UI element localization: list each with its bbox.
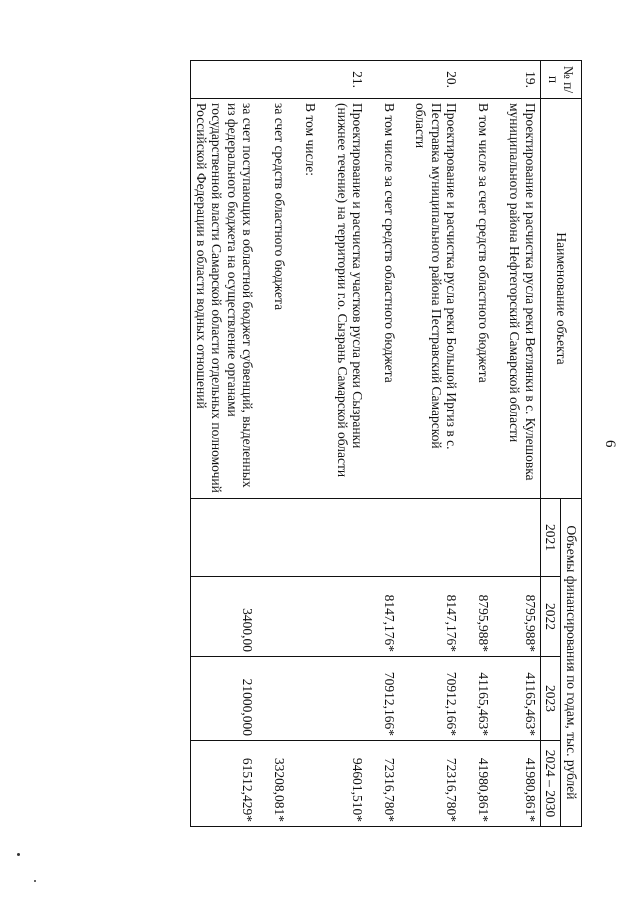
value-2023 [269, 657, 301, 741]
financing-table [190, 60, 582, 827]
table-row [411, 61, 474, 827]
object-name: В том числе за счет средств областного бюджета [379, 99, 411, 499]
scan-speck [17, 853, 20, 856]
row-number: 21. [332, 61, 379, 99]
value-2021 [332, 499, 379, 577]
scan-speck [34, 880, 36, 882]
object-name: Проектирование и расчистка участков русла реки Сызранки (нижнее течение) на территории г.о. Сызрань Самарской области [332, 99, 379, 499]
table-row [505, 61, 541, 827]
value-2021 [505, 499, 541, 577]
table-row [332, 61, 379, 827]
row-number [379, 61, 411, 99]
header-year: 2024 – 2030 [540, 741, 561, 827]
value-2021 [269, 499, 301, 577]
object-name: В том числе за счет средств областного бюджета [473, 99, 505, 499]
value-2021 [473, 499, 505, 577]
row-number [269, 61, 301, 99]
value-2024-2030: 72316,780* [379, 741, 411, 827]
value-2022: 3400,00 [191, 577, 270, 657]
value-2021 [301, 499, 333, 577]
value-2022 [269, 577, 301, 657]
value-2022: 8795,988* [473, 577, 505, 657]
table-row [301, 61, 333, 827]
value-2021 [411, 499, 474, 577]
page-number: 6 [602, 440, 618, 448]
table-row [269, 61, 301, 827]
value-2023: 70912,166* [411, 657, 474, 741]
value-2022: 8147,176* [411, 577, 474, 657]
value-2023: 21000,000 [191, 657, 270, 741]
value-2024-2030: 41980,861* [473, 741, 505, 827]
row-number: 19. [505, 61, 541, 99]
value-2024-2030 [301, 741, 333, 827]
header-financing: Объемы финансирования по годам, тыс. рублей [561, 499, 582, 827]
object-name: за счет средств областного бюджета [269, 99, 301, 499]
value-2023: 70912,166* [379, 657, 411, 741]
header-year: 2023 [540, 657, 561, 741]
value-2021 [379, 499, 411, 577]
object-name: за счет поступающих в областной бюджет субвенций, выделенных из федерального бюджета на осуществление органами государственной власти Самарской области отдельных полномочий Российской Федерации в области водных отношений [191, 99, 270, 499]
value-2022 [301, 577, 333, 657]
row-number [301, 61, 333, 99]
header-num: № п/п [540, 61, 581, 99]
table-row [379, 61, 411, 827]
header-year: 2021 [540, 499, 561, 577]
row-number: 20. [411, 61, 474, 99]
value-2022: 8147,176* [379, 577, 411, 657]
table-row [191, 61, 270, 827]
value-2023: 41165,463* [505, 657, 541, 741]
value-2022 [332, 577, 379, 657]
header-name: Наименование объекта [540, 99, 581, 499]
value-2024-2030: 72316,780* [411, 741, 474, 827]
value-2023: 41165,463* [473, 657, 505, 741]
value-2024-2030: 33208,081* [269, 741, 301, 827]
value-2023 [301, 657, 333, 741]
value-2024-2030: 61512,429* [191, 741, 270, 827]
row-number [191, 61, 270, 99]
value-2023 [332, 657, 379, 741]
value-2024-2030: 41980,861* [505, 741, 541, 827]
header-year: 2022 [540, 577, 561, 657]
object-name: В том числе: [301, 99, 333, 499]
value-2024-2030: 94601,510* [332, 741, 379, 827]
object-name: Проектирование и расчистка русла реки Большой Иргиз в с. Пестравка муниципального района Пестравский Самарской области [411, 99, 474, 499]
value-2021 [191, 499, 270, 577]
value-2022: 8795,988* [505, 577, 541, 657]
object-name: Проектирование и расчистка русла реки Ветлянки в с. Кулешовка муниципального района Нефтегорский Самарской области [505, 99, 541, 499]
table-row [473, 61, 505, 827]
row-number [473, 61, 505, 99]
